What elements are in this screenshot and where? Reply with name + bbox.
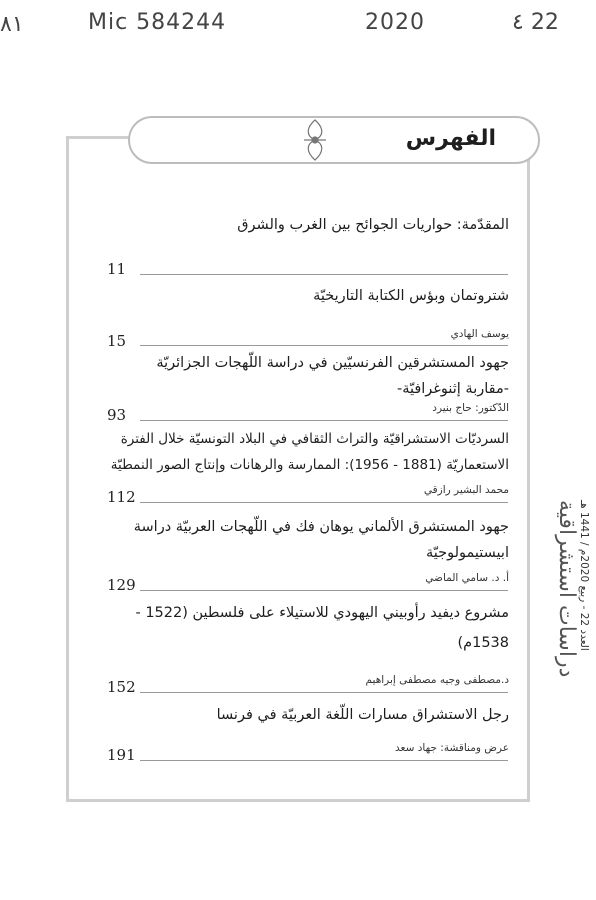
page-number: 15	[107, 332, 127, 350]
toc-entry-7	[85, 702, 509, 728]
heading-box	[128, 116, 540, 164]
page-title: الفهرس	[405, 126, 496, 151]
entry-title-line: المقدّمة: حواريات الجوائح بين الغرب والشرق	[237, 217, 509, 233]
handwritten-year: 2020	[365, 10, 425, 35]
toc-entry-6	[85, 600, 509, 656]
entry-author: يوسف الهادي	[450, 328, 509, 340]
handwritten-left-number: ٨١	[0, 12, 24, 37]
entry-author: الدّكتور: حاج بنيرد	[432, 402, 509, 414]
divider-rule	[140, 760, 508, 761]
entry-author: عرض ومناقشة: جهاد سعد	[395, 742, 509, 754]
divider-rule	[140, 274, 508, 275]
entry-title-line: ابيستيمولوجيّة	[425, 545, 509, 561]
entry-title-line: جهود المستشرق الألماني يوهان فك في اللّهجات العربيّة دراسة	[133, 519, 509, 535]
ornament-icon	[300, 118, 330, 162]
divider-rule	[140, 420, 508, 421]
entry-title-line: الاستعماريّة (1881 - 1956): الممارسة والرهانات وإنتاج الصور النمطيّة	[110, 457, 509, 473]
entry-title-line: -مقاربة إثنوغرافيّة-	[396, 381, 509, 397]
entry-title-line: مشروع ديفيد رأوبيني اليهودي للاستيلاء على فلسطين (1522 -	[135, 605, 509, 621]
page-number: 11	[107, 260, 127, 278]
entry-title-line: 1538م)	[457, 635, 509, 651]
journal-sidebar	[548, 500, 588, 780]
entry-title-line: رجل الاستشراق مسارات اللّغة العربيّة في فرنسا	[216, 707, 509, 723]
entry-title-line: السرديّات الاستشراقيّة والتراث الثقافي في البلاد التونسيّة خلال الفترة	[120, 431, 509, 447]
divider-rule	[140, 345, 508, 346]
entry-author: أ. د. سامي الماضي	[425, 572, 509, 584]
handwritten-issue: ٤ 22	[512, 10, 559, 35]
journal-name: دراسات استشراقية	[554, 500, 579, 678]
page-number: 152	[107, 678, 136, 696]
toc-entry-3	[85, 350, 509, 402]
divider-rule	[140, 590, 508, 591]
entry-author: محمد البشير رازقي	[423, 484, 509, 496]
page-number: 191	[107, 746, 136, 764]
divider-rule	[140, 692, 508, 693]
divider-rule	[140, 502, 508, 503]
toc-entry-4	[85, 426, 509, 478]
entry-author: د.مصطفى وجيه مصطفى إبراهيم	[365, 674, 509, 686]
entry-title-line: شتروتمان وبؤس الكتابة التاريخيّة	[313, 288, 509, 304]
handwritten-code: Mic 584244	[88, 10, 227, 35]
toc-entry-1	[85, 212, 509, 238]
toc-entry-5	[85, 514, 509, 566]
entry-title-line: جهود المستشرقين الفرنسيّين في دراسة اللّهجات الجزائريّة	[156, 355, 509, 371]
toc-entry-2	[85, 283, 509, 309]
issue-info: العدد 22 - ربيع 2020م / 1441 هـ	[578, 500, 590, 651]
page-number: 129	[107, 576, 136, 594]
page-number: 112	[107, 488, 136, 506]
page-number: 93	[107, 406, 127, 424]
